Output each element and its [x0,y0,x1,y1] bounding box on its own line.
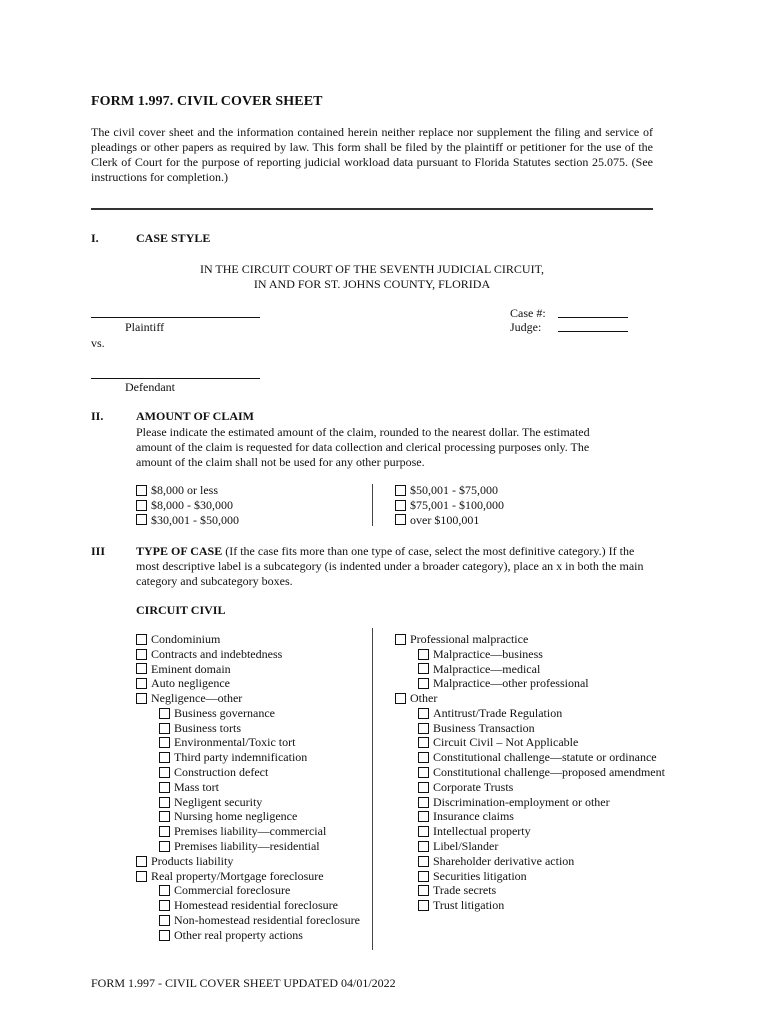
checkbox[interactable] [159,841,170,852]
checkbox[interactable] [159,915,170,926]
checkbox[interactable] [418,871,429,882]
checkbox[interactable] [136,649,147,660]
checkbox[interactable] [136,634,147,645]
case-type-products-liability[interactable] [136,854,360,869]
checkbox[interactable] [418,708,429,719]
case-type-label: Premises liability—commercial [174,824,327,839]
case-type-label: Negligence—other [151,691,243,706]
case-type-mass-tort[interactable] [159,780,360,795]
case-type-label: Condominium [151,631,221,646]
case-type-construction-defect[interactable] [159,765,360,780]
amount-column-divider [372,484,373,526]
case-type-label: Intellectual property [433,824,531,839]
case-type-third-party-indemnification[interactable] [159,750,360,765]
checkbox[interactable] [159,885,170,896]
court-line-2: IN AND FOR ST. JOHNS COUNTY, FLORIDA [253,277,491,291]
case-type-insurance-claims[interactable] [418,810,665,825]
checkbox[interactable] [159,811,170,822]
checkbox[interactable] [418,885,429,896]
checkbox[interactable] [418,900,429,911]
checkbox[interactable] [418,752,429,763]
case-type-eminent-domain[interactable] [136,662,360,677]
case-type-constitutional-challenge-proposed-amendment[interactable] [418,765,665,780]
checkbox[interactable] [395,693,406,704]
checkbox[interactable] [418,826,429,837]
case-type-corporate-trusts[interactable] [418,780,665,795]
case-type-label: Business Transaction [433,720,535,735]
case-type-label: Real property/Mortgage foreclosure [151,868,324,883]
case-type-negligent-security[interactable] [159,795,360,810]
checkbox[interactable] [418,797,429,808]
checkbox[interactable] [136,678,147,689]
case-type-other[interactable] [395,691,665,706]
case-type-auto-negligence[interactable] [136,676,360,691]
amount-option[interactable]: over $100,001 [395,513,504,528]
checkbox[interactable] [136,514,147,525]
case-type-label: Construction defect [174,765,269,780]
checkbox[interactable] [418,767,429,778]
amount-instructions: Please indicate the estimated amount of the claim, rounded to the nearest dollar. The estimated amount of the claim is requested for data collection and clerical processing purposes only. The amount of the claim shall not be used for any other purpose. [136,425,590,469]
checkbox[interactable] [159,826,170,837]
case-type-label: Shareholder derivative action [433,853,575,868]
case-type-non-homestead-residential-foreclosure[interactable] [159,913,360,928]
case-type-label: Antitrust/Trade Regulation [433,705,563,720]
section-divider [91,208,653,210]
case-type-label: Business governance [174,705,275,720]
checkbox[interactable] [159,797,170,808]
case-type-homestead-residential-foreclosure[interactable] [159,898,360,913]
section-1-heading: CASE STYLE [136,231,211,245]
case-type-label: Negligent security [174,794,263,809]
checkbox[interactable] [159,708,170,719]
checkbox[interactable] [159,767,170,778]
checkbox[interactable] [418,663,429,674]
checkbox[interactable] [159,737,170,748]
checkbox[interactable] [136,871,147,882]
case-type-circuit-civil-not-applicable[interactable] [418,736,665,751]
checkbox[interactable] [136,485,147,496]
case-type-shareholder-derivative-action[interactable] [418,854,665,869]
form-title: FORM 1.997. CIVIL COVER SHEET [91,94,323,109]
case-type-label: Contracts and indebtedness [151,646,283,661]
amount-left-column [136,483,239,527]
checkbox[interactable] [418,649,429,660]
case-type-right-column [395,632,665,913]
checkbox[interactable] [159,900,170,911]
section-1-number: I. [91,231,99,245]
checkbox[interactable] [418,723,429,734]
case-type-label: Other [410,691,438,706]
case-type-label: Libel/Slander [433,839,499,854]
section-3-heading: TYPE OF CASE [136,544,223,558]
checkbox[interactable] [136,856,147,867]
case-type-label: Trade secrets [433,883,497,898]
amount-option[interactable]: $8,000 or less [136,483,239,498]
case-type-trust-litigation[interactable] [418,898,665,913]
case-type-business-governance[interactable] [159,706,360,721]
judge-label: Judge: [510,320,542,334]
checkbox[interactable] [395,514,406,525]
checkbox[interactable] [159,752,170,763]
case-type-premises-liability-residential[interactable] [159,839,360,854]
case-type-label: Homestead residential foreclosure [174,898,338,913]
case-type-label: Nursing home negligence [174,809,298,824]
case-type-intellectual-property[interactable] [418,824,665,839]
amount-option[interactable]: $50,001 - $75,000 [395,483,504,498]
checkbox[interactable] [418,811,429,822]
vs-label: vs. [91,336,105,350]
case-type-nursing-home-negligence[interactable] [159,810,360,825]
case-type-label: Eminent domain [151,661,231,676]
checkbox[interactable] [418,678,429,689]
type-instructions: (If the case fits more than one type of case, select the most definitive category.) If the most descriptive label is a subcategory (is indented under a broader category), place an x in both the main category and subcategory boxes. [136,544,644,588]
plaintiff-label: Plaintiff [125,320,165,334]
case-type-label: Products liability [151,853,234,868]
case-type-libel-slander[interactable] [418,839,665,854]
case-type-contracts-and-indebtedness[interactable] [136,647,360,662]
checkbox[interactable] [136,500,147,511]
case-type-discrimination-employment-or-other[interactable] [418,795,665,810]
checkbox[interactable] [418,782,429,793]
case-type-label: Professional malpractice [410,631,529,646]
case-type-business-transaction[interactable] [418,721,665,736]
case-number-label: Case #: [510,306,546,320]
form-footer: FORM 1.997 - CIVIL COVER SHEET UPDATED 04/01/2022 [91,976,396,990]
case-type-antitrust-trade-regulation[interactable] [418,706,665,721]
case-type-premises-liability-commercial[interactable] [159,824,360,839]
defendant-label: Defendant [125,380,175,394]
case-type-professional-malpractice[interactable] [395,632,665,647]
checkbox[interactable] [418,737,429,748]
checkbox[interactable] [136,693,147,704]
case-type-label: Securities litigation [433,868,527,883]
checkbox[interactable] [395,500,406,511]
case-type-label: Corporate Trusts [433,779,514,794]
intro-paragraph: The civil cover sheet and the information contained herein neither replace nor supplement the filing and service of pleadings or other papers as required by law. This form shall be filed by the plaintiff or petitioner for the use of the Clerk of Court for the purpose of reporting judicial workload data pursuant to Florida Statutes section 25.075. (See instructions for completion.) [91,125,653,184]
case-type-real-property-mortgage-foreclosure[interactable] [136,869,360,884]
case-type-condominium[interactable] [136,632,360,647]
case-type-column-divider [372,628,373,950]
case-type-securities-litigation[interactable] [418,869,665,884]
case-type-label: Trust litigation [433,898,505,913]
case-type-other-real-property-actions[interactable] [159,928,360,943]
case-type-label: Malpractice—business [433,646,543,661]
checkbox[interactable] [418,856,429,867]
section-3-number: III [91,544,106,558]
amount-option[interactable]: $8,000 - $30,000 [136,498,239,513]
case-type-label: Malpractice—medical [433,661,541,676]
case-type-label: Circuit Civil – Not Applicable [433,735,579,750]
case-type-label: Environmental/Toxic tort [174,735,296,750]
type-of-case-paragraph [136,544,646,589]
case-type-label: Discrimination-employment or other [433,794,610,809]
case-type-label: Business torts [174,720,242,735]
case-type-malpractice-other-professional[interactable] [418,676,665,691]
case-number-field[interactable] [558,317,628,318]
judge-field[interactable] [558,331,628,332]
case-type-constitutional-challenge-statute-or-ordinance[interactable] [418,750,665,765]
amount-option[interactable]: $30,001 - $50,000 [136,513,239,528]
checkbox[interactable] [418,841,429,852]
case-type-business-torts[interactable] [159,721,360,736]
checkbox[interactable] [159,782,170,793]
case-type-label: Insurance claims [433,809,514,824]
case-type-commercial-foreclosure[interactable] [159,884,360,899]
case-type-trade-secrets[interactable] [418,884,665,899]
case-type-environmental-toxic-tort[interactable] [159,736,360,751]
case-type-label: Auto negligence [151,676,230,691]
plaintiff-field[interactable] [91,317,260,318]
case-type-malpractice-medical[interactable] [418,662,665,677]
case-type-label: Other real property actions [174,927,303,942]
checkbox[interactable] [395,634,406,645]
circuit-civil-heading: CIRCUIT CIVIL [136,603,226,617]
case-type-label: Malpractice—other professional [433,676,589,691]
checkbox[interactable] [159,930,170,941]
case-type-negligence-other[interactable] [136,691,360,706]
case-type-label: Mass tort [174,779,219,794]
checkbox[interactable] [159,723,170,734]
case-type-label: Third party indemnification [174,750,308,765]
case-type-malpractice-business[interactable] [418,647,665,662]
case-type-label: Commercial foreclosure [174,883,291,898]
case-type-left-column [136,632,360,943]
court-line-1: IN THE CIRCUIT COURT OF THE SEVENTH JUDICIAL CIRCUIT, [199,262,545,276]
amount-option[interactable]: $75,001 - $100,000 [395,498,504,513]
case-type-label: Constitutional challenge—statute or ordinance [433,750,657,765]
case-type-label: Constitutional challenge—proposed amendment [433,765,665,780]
checkbox[interactable] [395,485,406,496]
case-type-label: Non-homestead residential foreclosure [174,913,360,928]
section-2-number: II. [91,409,104,423]
defendant-field[interactable] [91,378,260,379]
checkbox[interactable] [136,663,147,674]
section-2-heading: AMOUNT OF CLAIM [136,409,254,423]
case-type-label: Premises liability—residential [174,839,320,854]
amount-right-column [395,483,504,527]
